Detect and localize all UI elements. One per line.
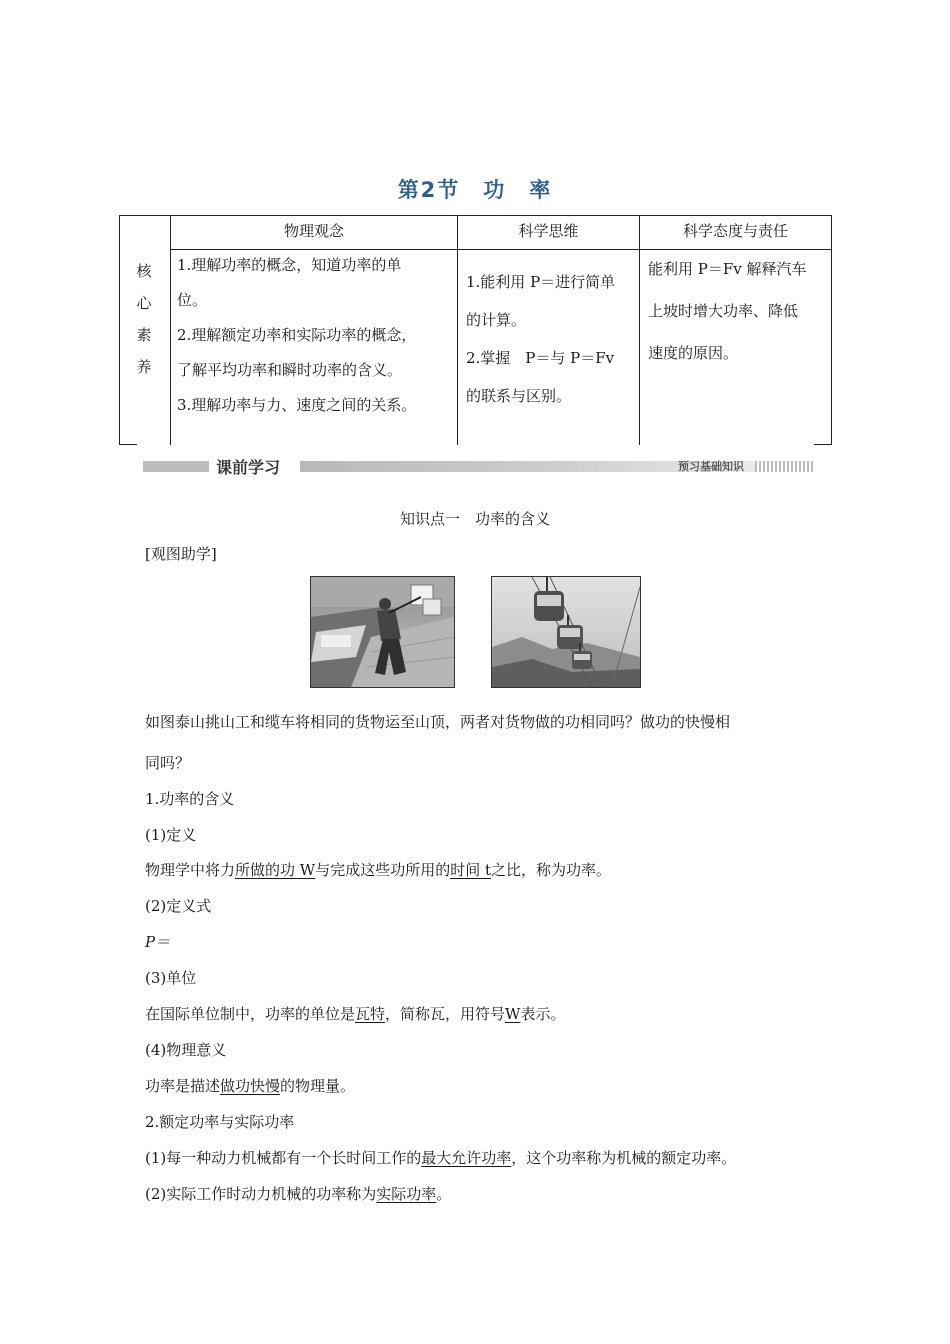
subsection-heading: (1)定义 <box>145 826 197 844</box>
observe-label: [观图助学] <box>145 545 217 563</box>
rated-power-text <box>145 1147 736 1168</box>
page-title: 第2节 功 率 <box>397 178 553 202</box>
porter-illustration <box>311 577 454 687</box>
text-span: 物理学中将力 <box>145 861 236 879</box>
subsection-heading: (3)单位 <box>145 969 197 987</box>
cell-line: 3.理解功率与力、速度之间的关系。 <box>177 396 417 414</box>
section-banner <box>143 456 815 476</box>
banner-label: 课前学习 <box>216 458 281 477</box>
cell-line: 2.理解额定功率和实际功率的概念， <box>177 326 417 344</box>
answer-blank: 所做的功 W <box>235 861 316 879</box>
formula: P＝ <box>145 933 171 951</box>
side-char: 养 <box>136 358 152 376</box>
banner-stripes <box>755 461 815 472</box>
cable-car-illustration <box>492 577 640 687</box>
subsection-heading: (4)物理意义 <box>145 1041 227 1059</box>
subsection-heading: (2)定义式 <box>145 897 212 915</box>
question-line-2: 同吗？ <box>145 754 191 772</box>
section-heading: 2.额定功率与实际功率 <box>145 1113 295 1131</box>
text-span: 。 <box>436 1185 452 1203</box>
cell-line: 的计算。 <box>466 311 527 329</box>
section-heading: 1.功率的含义 <box>145 790 235 808</box>
text-span: 在国际单位制中，功率的单位是 <box>145 1005 356 1023</box>
cell-line: 1.理解功率的概念，知道功率的单 <box>177 256 402 274</box>
definition-text <box>145 859 611 880</box>
cell-line: 1.能利用 P＝进行简单 <box>466 273 616 291</box>
cell-line: 位。 <box>177 291 208 309</box>
text-span: 功率是描述 <box>145 1077 221 1095</box>
text-span: ，这个功率称为机械的额定功率。 <box>511 1149 737 1167</box>
porter-photo <box>310 576 455 688</box>
core-competency-label <box>119 255 169 383</box>
text-span: ，简称瓦，用符号 <box>385 1005 506 1023</box>
meaning-text <box>145 1075 355 1096</box>
text-span: 与完成这些功所用的 <box>315 861 451 879</box>
scientific-attitude-cell <box>648 248 830 374</box>
table-border-bottom-left <box>119 444 137 445</box>
answer-blank: 最大允许功率 <box>421 1149 512 1167</box>
text-span: 表示。 <box>520 1005 566 1023</box>
answer-blank: 做功快慢 <box>220 1077 281 1095</box>
header-scientific-attitude: 科学态度与责任 <box>682 222 788 240</box>
header-physics-concept: 物理观念 <box>283 222 344 240</box>
answer-blank: 瓦特 <box>355 1005 386 1023</box>
cell-line: 能利用 P＝Fv 解释汽车 <box>648 260 807 278</box>
side-char: 心 <box>136 294 152 312</box>
banner-bar <box>143 461 209 472</box>
answer-blank: 实际功率 <box>376 1185 437 1203</box>
question-line-1: 如图泰山挑山工和缆车将相同的货物运至山顶，两者对货物做的功相同吗？做功的快慢相 <box>145 713 731 731</box>
cell-line: 上坡时增大功率、降低 <box>648 302 799 320</box>
text-span: (2)实际工作时动力机械的功率称为 <box>145 1185 377 1203</box>
table-border-bottom-right <box>814 444 832 445</box>
core-competency-table <box>119 215 832 445</box>
cell-line: 速度的原因。 <box>648 344 739 362</box>
side-char: 核 <box>136 262 152 280</box>
actual-power-text <box>145 1183 451 1204</box>
unit-text <box>145 1003 565 1024</box>
text-span: 的物理量。 <box>280 1077 356 1095</box>
physics-concept-cell <box>177 248 459 423</box>
cell-line: 的联系与区别。 <box>466 387 572 405</box>
text-span: 之比，称为功率。 <box>491 861 612 879</box>
cable-car-photo <box>491 576 641 688</box>
knowledge-point-heading: 知识点一 功率的含义 <box>399 510 550 528</box>
header-scientific-thinking: 科学思维 <box>518 222 579 240</box>
answer-blank: W <box>505 1005 521 1023</box>
answer-blank: 时间 t <box>450 861 492 879</box>
scientific-thinking-cell <box>466 263 638 415</box>
text-span: (1)每一种动力机械都有一个长时间工作的 <box>145 1149 422 1167</box>
cell-line: 了解平均功率和瞬时功率的含义。 <box>177 361 403 379</box>
side-char: 素 <box>136 326 152 344</box>
cell-line: 2.掌握 P＝与 P＝Fv <box>466 349 615 367</box>
banner-sublabel: 预习基础知识 <box>678 460 744 473</box>
